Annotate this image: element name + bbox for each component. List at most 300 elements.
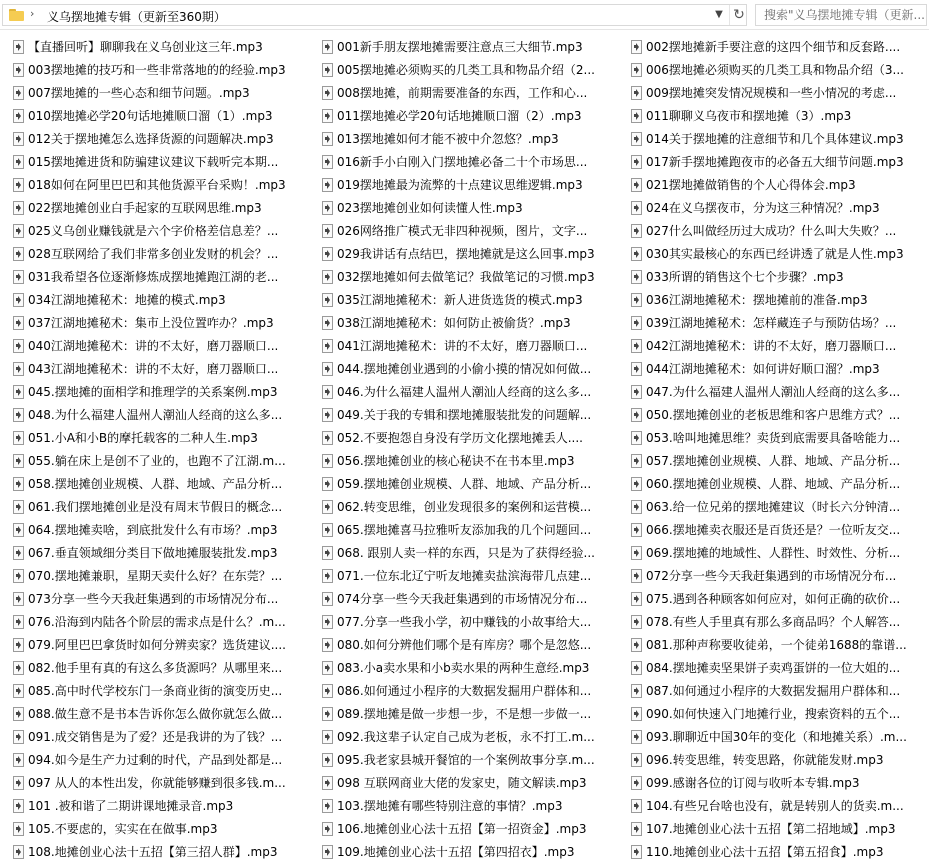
audio-file-icon xyxy=(322,247,333,261)
file-name: 041江湖地摊秘术：讲的不太好，磨刀器顺口... xyxy=(337,339,588,353)
audio-file-icon xyxy=(13,247,24,261)
audio-file-icon xyxy=(13,799,24,813)
audio-file-icon xyxy=(13,132,24,146)
file-name: 051.小A和小B的摩托载客的二种人生.mp3 xyxy=(28,431,258,445)
file-name: 110.地摊创业心法十五招【第五招食】.mp3 xyxy=(646,845,884,859)
file-item[interactable] xyxy=(618,266,929,289)
file-item[interactable] xyxy=(0,588,309,611)
file-item[interactable] xyxy=(309,427,618,450)
file-item[interactable] xyxy=(618,427,929,450)
file-name: 006摆地摊必须购买的几类工具和物品介绍（3... xyxy=(646,63,904,77)
file-name: 072分享一些今天我赶集遇到的市场情况分布... xyxy=(646,569,897,583)
file-item[interactable] xyxy=(309,36,618,59)
audio-file-icon xyxy=(13,730,24,744)
file-item[interactable] xyxy=(618,404,929,427)
file-name: 042江湖地摊秘术：讲的不太好，磨刀器顺口... xyxy=(646,339,897,353)
audio-file-icon xyxy=(322,546,333,560)
audio-file-icon xyxy=(13,201,24,215)
file-item[interactable] xyxy=(0,611,309,634)
file-name: 022摆地摊创业白手起家的互联网思维.mp3 xyxy=(28,201,262,215)
file-name: 104.有些兄台啥也没有，就是转别人的货卖.m... xyxy=(646,799,904,813)
file-name: 059.摆地摊创业规模、人群、地域、产品分析... xyxy=(337,477,592,491)
audio-file-icon xyxy=(631,500,642,514)
file-item[interactable] xyxy=(0,703,309,726)
audio-file-icon xyxy=(631,684,642,698)
file-name: 070.摆地摊兼职，星期天卖什么好？在东莞？... xyxy=(28,569,283,583)
file-name: 027什么叫做经历过大成功？什么叫大失败？... xyxy=(646,224,897,238)
refresh-icon[interactable]: ↻ xyxy=(729,5,748,25)
file-item[interactable] xyxy=(0,220,309,243)
file-item[interactable] xyxy=(618,59,929,82)
file-name: 108.地摊创业心法十五招【第三招人群】.mp3 xyxy=(28,845,278,859)
audio-file-icon xyxy=(322,362,333,376)
file-item[interactable] xyxy=(618,772,929,795)
audio-file-icon xyxy=(322,845,333,859)
file-name: 023摆地摊创业如何读懂人性.mp3 xyxy=(337,201,523,215)
audio-file-icon xyxy=(322,776,333,790)
audio-file-icon xyxy=(631,270,642,284)
file-item[interactable] xyxy=(0,772,309,795)
audio-file-icon xyxy=(13,40,24,54)
file-name: 079.阿里巴巴拿货时如何分辨卖家？选货建议.... xyxy=(28,638,286,652)
file-item[interactable] xyxy=(309,243,618,266)
audio-file-icon xyxy=(322,339,333,353)
audio-file-icon xyxy=(322,500,333,514)
file-item[interactable] xyxy=(309,450,618,473)
file-item[interactable] xyxy=(0,726,309,749)
file-item[interactable] xyxy=(309,105,618,128)
file-name: 085.高中时代学校东门一条商业街的演变历史... xyxy=(28,684,283,698)
file-item[interactable] xyxy=(309,266,618,289)
audio-file-icon xyxy=(631,247,642,261)
file-name: 057.摆地摊创业规模、人群、地域、产品分析... xyxy=(646,454,901,468)
file-name: 019摆地摊最为流弊的十点建议思维逻辑.mp3 xyxy=(337,178,583,192)
audio-file-icon xyxy=(631,40,642,54)
file-item[interactable] xyxy=(0,381,309,404)
file-name: 088.做生意不是书本告诉你怎么做你就怎么做... xyxy=(28,707,283,721)
file-item[interactable] xyxy=(309,795,618,818)
file-item[interactable] xyxy=(0,542,309,565)
file-item[interactable] xyxy=(0,818,309,841)
file-item[interactable] xyxy=(0,795,309,818)
file-item[interactable] xyxy=(309,59,618,82)
file-item[interactable] xyxy=(0,634,309,657)
file-item[interactable] xyxy=(0,427,309,450)
file-name: 011聊聊义乌夜市和摆地摊（3）.mp3 xyxy=(646,109,852,123)
file-name: 002摆地摊新手要注意的这四个细节和反套路.... xyxy=(646,40,901,54)
file-item[interactable] xyxy=(309,749,618,772)
audio-file-icon xyxy=(631,776,642,790)
audio-file-icon xyxy=(322,661,333,675)
audio-file-icon xyxy=(13,753,24,767)
file-name: 087.如何通过小程序的大数据发掘用户群体和... xyxy=(646,684,901,698)
file-item[interactable] xyxy=(309,703,618,726)
audio-file-icon xyxy=(322,523,333,537)
audio-file-icon xyxy=(322,822,333,836)
file-item[interactable] xyxy=(0,312,309,335)
audio-file-icon xyxy=(631,707,642,721)
file-item[interactable] xyxy=(618,680,929,703)
file-name: 060.摆地摊创业规模、人群、地域、产品分析... xyxy=(646,477,901,491)
audio-file-icon xyxy=(13,224,24,238)
audio-file-icon xyxy=(631,638,642,652)
file-name: 105.不要虑的，实实在在做事.mp3 xyxy=(28,822,218,836)
file-name: 097 从人的本性出发，你就能够赚到很多钱.m... xyxy=(28,776,286,790)
audio-file-icon xyxy=(631,132,642,146)
file-name: 013摆地摊如何才能不被中介忽悠？.mp3 xyxy=(337,132,559,146)
file-item[interactable] xyxy=(618,519,929,542)
audio-file-icon xyxy=(13,569,24,583)
file-item[interactable] xyxy=(0,289,309,312)
file-name: 018如何在阿里巴巴和其他货源平台采购！.mp3 xyxy=(28,178,286,192)
file-name: 098 互联网商业大佬的发家史，随文解读.mp3 xyxy=(337,776,587,790)
file-name: 034江湖地摊秘术：地摊的模式.mp3 xyxy=(28,293,226,307)
file-name: 024在义乌摆夜市，分为这三种情况？.mp3 xyxy=(646,201,880,215)
explorer-toolbar xyxy=(0,0,929,30)
file-item[interactable] xyxy=(618,588,929,611)
file-item[interactable] xyxy=(618,312,929,335)
file-name: 009摆地摊突发情况规模和一些小情况的考虑... xyxy=(646,86,897,100)
file-name: 008摆地摊，前期需要准备的东西，工作和心... xyxy=(337,86,588,100)
file-item[interactable] xyxy=(309,634,618,657)
file-name: 063.给一位兄弟的摆地摊建议（时长六分钟清... xyxy=(646,500,901,514)
file-name: 095.我老家县城开餐馆的一个案例故事分享.m... xyxy=(337,753,595,767)
audio-file-icon xyxy=(631,592,642,606)
audio-file-icon xyxy=(322,684,333,698)
file-item[interactable] xyxy=(0,519,309,542)
file-name: 050.摆地摊创业的老板思维和客户思维方式？... xyxy=(646,408,901,422)
file-item[interactable] xyxy=(0,243,309,266)
file-name: 039江湖地摊秘术：怎样藏连子与预防估场？... xyxy=(646,316,897,330)
file-name: 082.他手里有真的有这么多货源吗？从哪里来... xyxy=(28,661,283,675)
audio-file-icon xyxy=(631,454,642,468)
file-name: 080.如何分辨他们哪个是有库房？哪个是忽悠... xyxy=(337,638,592,652)
audio-file-icon xyxy=(13,86,24,100)
file-name: 107.地摊创业心法十五招【第二招地域】.mp3 xyxy=(646,822,896,836)
file-item[interactable] xyxy=(618,542,929,565)
audio-file-icon xyxy=(13,155,24,169)
file-name: 021摆地摊做销售的个人心得体会.mp3 xyxy=(646,178,856,192)
file-item[interactable] xyxy=(618,381,929,404)
file-item[interactable] xyxy=(309,588,618,611)
file-item[interactable] xyxy=(309,657,618,680)
file-item[interactable] xyxy=(0,657,309,680)
audio-file-icon xyxy=(13,63,24,77)
file-name: 092.我这辈子认定自己成为老板，永不打工.m... xyxy=(337,730,595,744)
file-item[interactable] xyxy=(0,358,309,381)
file-item[interactable] xyxy=(618,611,929,634)
file-name: 028互联网给了我们非常多创业发财的机会？... xyxy=(28,247,279,261)
file-item[interactable] xyxy=(309,312,618,335)
file-name: 101 .被和谐了二期讲课地摊录音.mp3 xyxy=(28,799,234,813)
file-item[interactable] xyxy=(618,703,929,726)
file-item[interactable] xyxy=(309,818,618,841)
audio-file-icon xyxy=(13,707,24,721)
file-name: 014关于摆地摊的注意细节和几个具体建议.mp3 xyxy=(646,132,904,146)
file-item[interactable] xyxy=(309,496,618,519)
file-item[interactable] xyxy=(309,772,618,795)
audio-file-icon xyxy=(631,155,642,169)
file-name: 031我希望各位逐渐修炼成摆地摊跑江湖的老... xyxy=(28,270,279,284)
breadcrumb-current-folder[interactable]: 义乌摆地摊专辑（更新至360期） xyxy=(47,10,226,24)
audio-file-icon xyxy=(631,546,642,560)
file-item[interactable] xyxy=(309,565,618,588)
file-name: 094.如今是生产力过剩的时代，产品到处都是... xyxy=(28,753,283,767)
file-name: 099.感谢各位的订阅与收听本专辑.mp3 xyxy=(646,776,860,790)
audio-file-icon xyxy=(13,477,24,491)
file-item[interactable] xyxy=(618,841,929,864)
file-item[interactable] xyxy=(618,795,929,818)
file-name: 【直播回听】聊聊我在义乌创业这三年.mp3 xyxy=(28,40,263,54)
file-item[interactable] xyxy=(309,611,618,634)
file-item[interactable] xyxy=(0,36,309,59)
file-name: 032摆地摊如何去做笔记？我做笔记的习惯.mp3 xyxy=(337,270,595,284)
audio-file-icon xyxy=(631,224,642,238)
file-item[interactable] xyxy=(618,82,929,105)
file-item[interactable] xyxy=(0,496,309,519)
file-name: 038江湖地摊秘术：如何防止被偷货？.mp3 xyxy=(337,316,571,330)
audio-file-icon xyxy=(322,592,333,606)
file-name: 010摆地摊必学20句话地摊顺口溜（1）.mp3 xyxy=(28,109,273,123)
file-item[interactable] xyxy=(0,151,309,174)
file-name: 067.垂直领域细分类目下做地摊服装批发.mp3 xyxy=(28,546,278,560)
file-item[interactable] xyxy=(618,128,929,151)
file-item[interactable] xyxy=(309,404,618,427)
file-item[interactable] xyxy=(0,105,309,128)
file-name: 075.遇到各种顾客如何应对，如何正确的砍价... xyxy=(646,592,901,606)
file-name: 003摆地摊的技巧和一些非常落地的的经验.mp3 xyxy=(28,63,286,77)
file-name: 071.一位东北辽宁听友地摊卖盐滨海带几点建... xyxy=(337,569,592,583)
audio-file-icon xyxy=(322,730,333,744)
audio-file-icon xyxy=(322,454,333,468)
file-item[interactable] xyxy=(618,450,929,473)
audio-file-icon xyxy=(13,316,24,330)
audio-file-icon xyxy=(13,454,24,468)
file-item[interactable] xyxy=(618,565,929,588)
file-item[interactable] xyxy=(618,197,929,220)
audio-file-icon xyxy=(322,201,333,215)
breadcrumb-separator[interactable]: › xyxy=(30,7,35,20)
file-name: 029我讲话有点结巴，摆地摊就是这么回事.mp3 xyxy=(337,247,595,261)
audio-file-icon xyxy=(631,293,642,307)
audio-file-icon xyxy=(322,178,333,192)
file-item[interactable] xyxy=(618,105,929,128)
file-name: 007摆地摊的一些心态和细节问题。.mp3 xyxy=(28,86,250,100)
file-name: 064.摆地摊卖啥，到底批发什么有市场？.mp3 xyxy=(28,523,278,537)
file-item[interactable] xyxy=(618,496,929,519)
file-item[interactable] xyxy=(309,197,618,220)
file-name: 015摆地摊进货和防骗建议建议下载听完本期... xyxy=(28,155,279,169)
file-item[interactable] xyxy=(309,473,618,496)
file-name: 084.摆地摊卖坚果饼子卖鸡蛋饼的一位大姐的... xyxy=(646,661,901,675)
audio-file-icon xyxy=(13,776,24,790)
file-item[interactable] xyxy=(309,82,618,105)
audio-file-icon xyxy=(13,592,24,606)
file-item[interactable] xyxy=(309,381,618,404)
file-item[interactable] xyxy=(618,335,929,358)
file-name: 081.那种声称要收徒弟，一个徒弟1688的靠谱... xyxy=(646,638,907,652)
file-list xyxy=(0,36,929,868)
audio-file-icon xyxy=(13,500,24,514)
file-name: 058.摆地摊创业规模、人群、地域、产品分析... xyxy=(28,477,283,491)
audio-file-icon xyxy=(13,546,24,560)
file-item[interactable] xyxy=(618,818,929,841)
search-box[interactable] xyxy=(755,4,927,26)
file-item[interactable] xyxy=(309,726,618,749)
file-name: 046.为什么福建人温州人潮汕人经商的这么多... xyxy=(337,385,592,399)
audio-file-icon xyxy=(13,822,24,836)
audio-file-icon xyxy=(13,431,24,445)
file-name: 036江湖地摊秘术：摆地摊前的准备.mp3 xyxy=(646,293,868,307)
file-name: 043江湖地摊秘术：讲的不太好，磨刀器顺口... xyxy=(28,362,279,376)
audio-file-icon xyxy=(322,132,333,146)
audio-file-icon xyxy=(322,477,333,491)
file-name: 076.沿海到内陆各个阶层的需求点是什么？.m... xyxy=(28,615,286,629)
file-item[interactable] xyxy=(618,243,929,266)
address-bar[interactable] xyxy=(2,4,747,26)
audio-file-icon xyxy=(322,293,333,307)
file-item[interactable] xyxy=(0,174,309,197)
file-name: 083.小a卖水果和小b卖水果的两种生意经.mp3 xyxy=(337,661,590,675)
file-item[interactable] xyxy=(618,473,929,496)
file-name: 033所谓的销售这个七个步骤？.mp3 xyxy=(646,270,844,284)
file-item[interactable] xyxy=(0,749,309,772)
file-name: 096.转变思维，转变思路，你就能发财.mp3 xyxy=(646,753,884,767)
file-name: 090.如何快速入门地摊行业，搜索资料的五个... xyxy=(646,707,901,721)
audio-file-icon xyxy=(13,408,24,422)
file-name: 005摆地摊必须购买的几类工具和物品介绍（2... xyxy=(337,63,595,77)
file-item[interactable] xyxy=(618,36,929,59)
file-item[interactable] xyxy=(309,174,618,197)
file-item[interactable] xyxy=(618,657,929,680)
file-item[interactable] xyxy=(618,174,929,197)
file-item[interactable] xyxy=(0,128,309,151)
file-name: 077.分享一些我小学，初中赚钱的小故事给大... xyxy=(337,615,592,629)
file-item[interactable] xyxy=(0,404,309,427)
file-item[interactable] xyxy=(309,358,618,381)
file-item[interactable] xyxy=(0,841,309,864)
audio-file-icon xyxy=(322,385,333,399)
file-item[interactable] xyxy=(618,220,929,243)
file-item[interactable] xyxy=(618,289,929,312)
audio-file-icon xyxy=(322,270,333,284)
file-name: 040江湖地摊秘术：讲的不太好，磨刀器顺口... xyxy=(28,339,279,353)
audio-file-icon xyxy=(322,638,333,652)
audio-file-icon xyxy=(13,684,24,698)
file-item[interactable] xyxy=(0,450,309,473)
file-name: 012关于摆地摊怎么选择货源的问题解决.mp3 xyxy=(28,132,274,146)
file-item[interactable] xyxy=(0,197,309,220)
audio-file-icon xyxy=(631,431,642,445)
file-item[interactable] xyxy=(309,335,618,358)
audio-file-icon xyxy=(322,86,333,100)
file-name: 052.不要抱怨自身没有学历文化摆地摊丢人.... xyxy=(337,431,583,445)
file-item[interactable] xyxy=(0,82,309,105)
audio-file-icon xyxy=(322,63,333,77)
audio-file-icon xyxy=(322,316,333,330)
file-item[interactable] xyxy=(0,59,309,82)
file-item[interactable] xyxy=(309,519,618,542)
file-name: 025义乌创业赚钱就是六个字价格差信息差？... xyxy=(28,224,279,238)
file-item[interactable] xyxy=(309,289,618,312)
file-item[interactable] xyxy=(618,726,929,749)
file-item[interactable] xyxy=(0,680,309,703)
audio-file-icon xyxy=(13,615,24,629)
audio-file-icon xyxy=(13,523,24,537)
file-name: 073分享一些今天我赶集遇到的市场情况分布... xyxy=(28,592,279,606)
file-name: 001新手朋友摆地摊需要注意点三大细节.mp3 xyxy=(337,40,583,54)
file-name: 049.关于我的专辑和摆地摊服装批发的问题解... xyxy=(337,408,592,422)
file-name: 074分享一些今天我赶集遇到的市场情况分布... xyxy=(337,592,588,606)
file-name: 016新手小白刚入门摆地摊必备二十个市场思... xyxy=(337,155,588,169)
audio-file-icon xyxy=(631,408,642,422)
audio-file-icon xyxy=(13,638,24,652)
folder-icon xyxy=(9,9,24,21)
audio-file-icon xyxy=(631,362,642,376)
audio-file-icon xyxy=(631,569,642,583)
audio-file-icon xyxy=(631,730,642,744)
file-item[interactable] xyxy=(309,841,618,864)
search-input[interactable] xyxy=(756,5,926,25)
file-name: 061.我们摆地摊创业是没有周末节假日的概念... xyxy=(28,500,283,514)
file-item[interactable] xyxy=(0,335,309,358)
file-name: 069.摆地摊的地域性、人群性、时效性、分析... xyxy=(646,546,901,560)
audio-file-icon xyxy=(631,661,642,675)
audio-file-icon xyxy=(322,40,333,54)
audio-file-icon xyxy=(13,293,24,307)
file-item[interactable] xyxy=(309,220,618,243)
file-name: 035江湖地摊秘术：新人进货选货的模式.mp3 xyxy=(337,293,583,307)
audio-file-icon xyxy=(13,109,24,123)
file-item[interactable] xyxy=(309,542,618,565)
audio-file-icon xyxy=(322,224,333,238)
audio-file-icon xyxy=(631,845,642,859)
audio-file-icon xyxy=(631,201,642,215)
file-name: 066.摆地摊卖衣服还是百货还是？一位听友交... xyxy=(646,523,901,537)
audio-file-icon xyxy=(322,569,333,583)
file-item[interactable] xyxy=(618,749,929,772)
audio-file-icon xyxy=(631,822,642,836)
audio-file-icon xyxy=(631,753,642,767)
file-name: 026网络推广模式无非四种视频，图片，文字... xyxy=(337,224,588,238)
file-name: 086.如何通过小程序的大数据发掘用户群体和... xyxy=(337,684,592,698)
audio-file-icon xyxy=(631,178,642,192)
audio-file-icon xyxy=(631,523,642,537)
audio-file-icon xyxy=(13,845,24,859)
file-item[interactable] xyxy=(0,473,309,496)
audio-file-icon xyxy=(631,477,642,491)
audio-file-icon xyxy=(631,799,642,813)
audio-file-icon xyxy=(13,339,24,353)
audio-file-icon xyxy=(13,178,24,192)
chevron-down-icon[interactable]: ▼ xyxy=(715,9,723,20)
audio-file-icon xyxy=(631,86,642,100)
file-name: 044江湖地摊秘术：如何讲好顺口溜？.mp3 xyxy=(646,362,880,376)
file-item[interactable] xyxy=(0,565,309,588)
file-item[interactable] xyxy=(0,266,309,289)
file-item[interactable] xyxy=(309,151,618,174)
audio-file-icon xyxy=(322,753,333,767)
file-item[interactable] xyxy=(618,151,929,174)
file-item[interactable] xyxy=(618,358,929,381)
audio-file-icon xyxy=(322,615,333,629)
file-item[interactable] xyxy=(309,128,618,151)
audio-file-icon xyxy=(322,408,333,422)
file-item[interactable] xyxy=(309,680,618,703)
file-name: 062.转变思维，创业发现很多的案例和运营模... xyxy=(337,500,592,514)
file-item[interactable] xyxy=(618,634,929,657)
file-name: 030其实最核心的东西已经讲透了就是人性.mp3 xyxy=(646,247,904,261)
